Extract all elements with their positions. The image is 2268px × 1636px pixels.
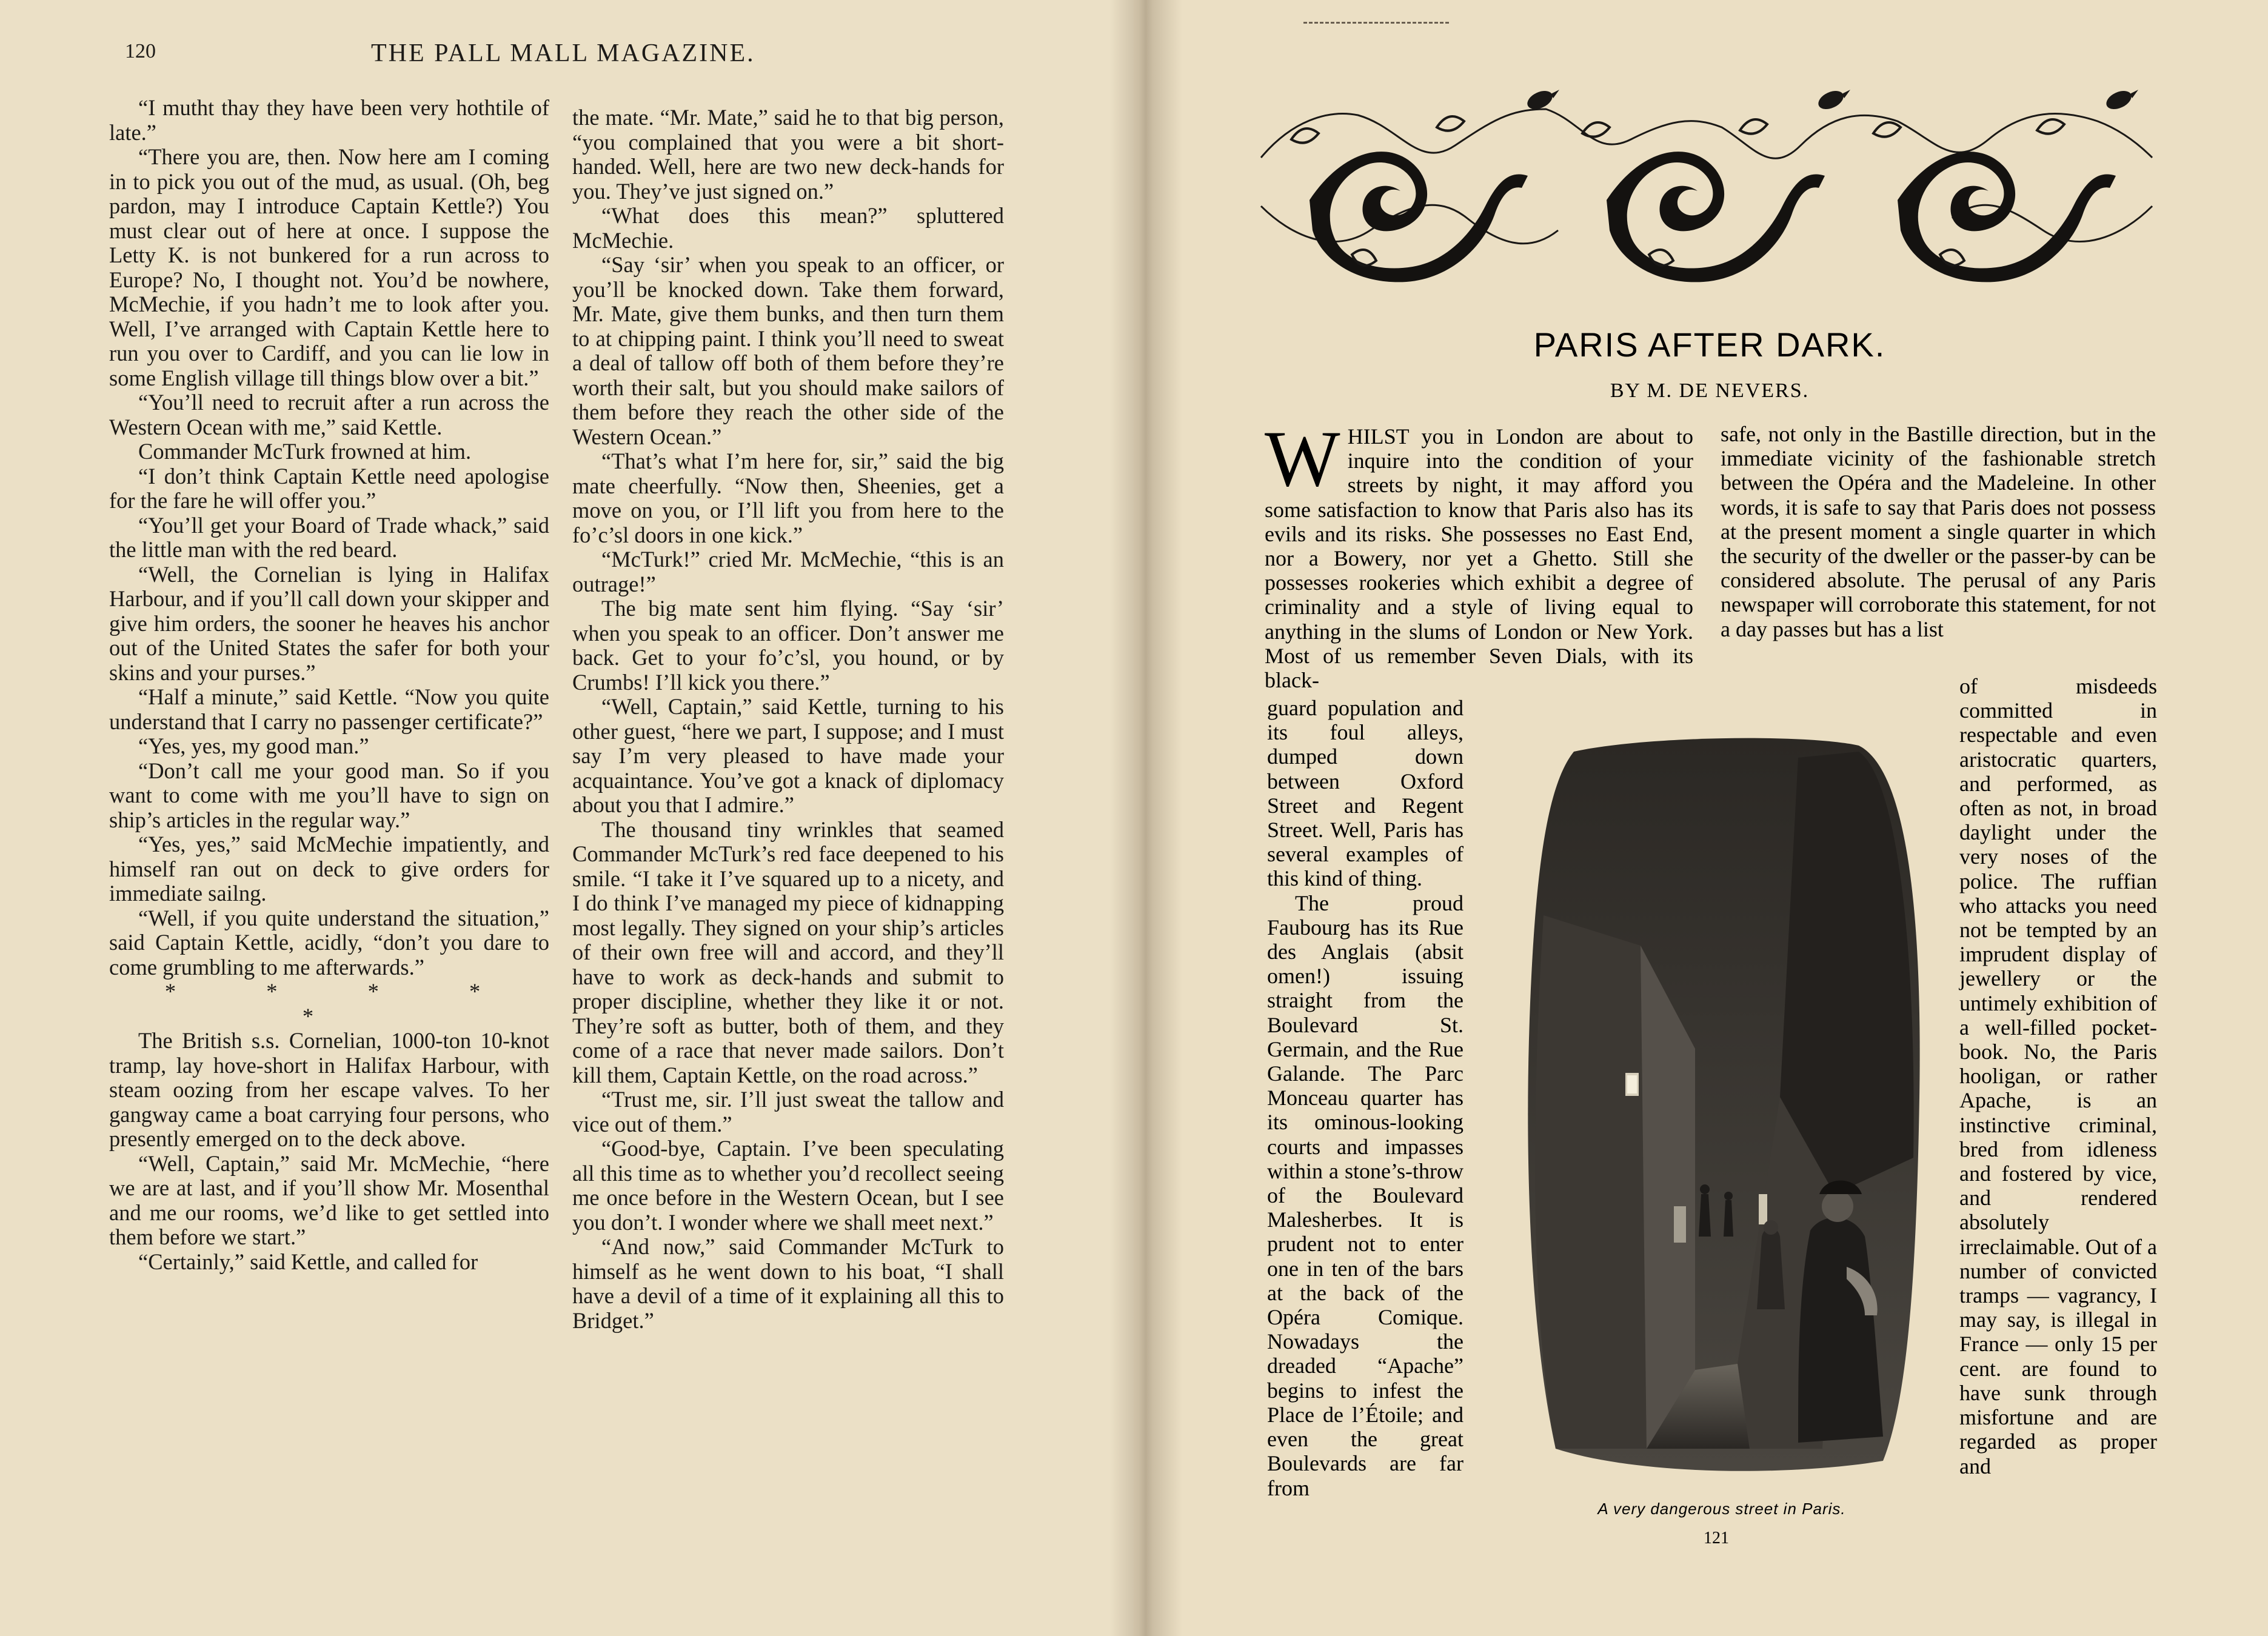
paragraph: safe, not only in the Bastille direction, but in the immediate vicinity of the fashionable stretch between the Opéra and the Madeleine. In other words, it is safe to say that Paris does not possess at the present moment a single quarter in which the security of the dweller or the passer-by can be considered absolute. The perusal of any Paris newspaper will corroborate this statement, for not a day passes but has a list: [1721, 422, 2156, 641]
paragraph: “That’s what I’m here for, sir,” said the big mate cheerfully. “Now then, Sheenies, get a move on you, or I’ll lift you from here to the fo’c’sl doors in one kick.”: [572, 449, 1004, 547]
intro-text: HILST you in London are about to inquire into the condition of your streets by night, it may afford you some satisfaction to know that Paris also has its evils and its risks. She possesses no East End, nor a Bowery, nor yet a Ghetto. Still she possesses rookeries which exhibit a degree of criminality and a style of living equal to anything in the slums of London or New York. Most of us remember Seven Dials, with its black-: [1265, 424, 1693, 693]
paragraph: The thousand tiny wrinkles that seamed Commander McTurk’s red face deepened to his smile. “I take it I’ve squared up to a nicety, and I do think I’ve managed my piece of kidnapping most legally. They signed on your ship’s articles of their own free will and accord, and they’ll have to work as deck-hands and submit to proper discipline, whether they like it or not. They’re soft as butter, both of them, and they come of a race that never made sailors. Don’t kill them, Captain Kettle, on the road across.”: [572, 816, 1004, 1087]
paragraph: The British s.s. Cornelian, 1000-ton 10-knot tramp, lay hove-short in Halifax Harbour, with steam oozing from her escape valves. To her gangway came a boat carrying four persons, who presently emerged on to the deck above.: [109, 1028, 549, 1151]
article-byline: BY M. DE NEVERS.: [1610, 379, 1810, 402]
article-column-a-narrow: [1267, 696, 1463, 1500]
paragraph: “I don’t think Captain Kettle need apologise for the fare he will offer you.”: [109, 463, 549, 513]
paragraph: “McTurk!” cried Mr. McMechie, “this is an outrage!”: [572, 547, 1004, 596]
paragraph: “Well, Captain,” said Kettle, turning to his other guest, “here we part, I suppose; and I must say I’m very pleased to have made your acquaintance. You’ve got a knack of diplomacy about you that I admire.”: [572, 694, 1004, 817]
paragraph: “Trust me, sir. I’ll just sweat the tallow and vice out of them.”: [572, 1087, 1004, 1137]
page-number-right: 121: [1704, 1529, 1729, 1548]
page-number-left: 120: [125, 40, 156, 62]
article-title: PARIS AFTER DARK.: [1533, 326, 1886, 364]
paragraph: The big mate sent him flying. “Say ‘sir’ when you speak to an officer. Don’t answer me back. Get to your fo’c’sl, you hound, or by Crumbs! I’ll kick you there.”: [572, 596, 1004, 695]
paragraph: “Yes, yes, my good man.”: [138, 733, 369, 758]
paragraph: “You’ll get your Board of Trade whack,” said the little man with the red beard.: [109, 512, 549, 562]
paragraph: “Good-bye, Captain. I’ve been speculating all this time as to whether you’d recollect seeing me once before in the Western Ocean, but I see you don’t. I wonder where we shall meet next.”: [572, 1136, 1004, 1235]
paragraph: “Say ‘sir’ when you speak to an officer, or you’ll be knocked down. Take them forward, Mr. Mate, give them bunks, and then turn them to at chipping paint. I think you’ll need to sweat a deal of tallow off both of them before they’re worth their salt, but you should make sailors of them before they reach the other side of the Western Ocean.”: [572, 252, 1004, 449]
paragraph: of misdeeds committed in respectable and even aristocratic quarters, and performed, as often as not, in broad daylight under the very noses of the police. The ruffian who attacks you need not be tempted by an imprudent display of jewellery or the untimely exhibition of a well-filled pocket-book. No, the Paris hooligan, or rather Apache, is an instinctive criminal, bred from idleness and fostered by vice, and rendered absolutely irreclaimable. Out of a number of convicted tramps — vagrancy, I may say, is illegal in France — only 15 per cent. are found to have sunk through misfortune and are regarded as proper and: [1959, 674, 2157, 1478]
illustration-caption: A very dangerous street in Paris.: [1597, 1500, 1846, 1518]
paragraph: “Half a minute,” said Kettle. “Now you quite understand that I carry no passenger certificate?”: [109, 684, 549, 734]
paragraph: “Well, if you quite understand the situation,” said Captain Kettle, acidly, “don’t you dare to come grumbling to me afterwards.”: [109, 905, 549, 980]
story-column-1: [109, 96, 549, 1274]
paragraph: “And now,” said Commander McTurk to himself as he went down to his boat, “I shall have a devil of a time of it explaining all this to Bridget.”: [572, 1234, 1004, 1333]
paragraph: [1265, 414, 1693, 693]
top-edge-mark: [1303, 22, 1449, 25]
paragraph: “Well, Captain,” said Mr. McMechie, “here we are at last, and if you’ll show Mr. Mosenthal and me our rooms, we’d like to get settled into them before we start.”: [109, 1150, 549, 1249]
drop-cap: W: [1265, 414, 1340, 503]
paragraph: “There you are, then. Now here am I coming in to pick you out of the mud, as usual. (Oh, beg pardon, may I introduce Captain Kettle?) You must clear out of here at once. I suppose the Letty K. is not bunkered for a run across to Europe? No, I thought not. You’d be nowhere, McMechie, if you hadn’t me to look after you. Well, I’ve arranged with Captain Kettle here to run you over to Cardiff, and you can lie low in some English village till things blow over a bit.”: [109, 144, 549, 390]
section-break: * * * * *: [164, 979, 523, 1029]
article-column-b-top: [1721, 422, 2156, 641]
paragraph: “Yes, yes,” said McMechie impatiently, and himself ran out on deck to give orders for immediate sailng.: [109, 832, 549, 906]
paragraph: “Well, the Cornelian is lying in Halifax Harbour, and if you’ll call down your skipper and give him orders, the sooner he heaves his anchor out of the United States the safer for both your skins and your purses.”: [109, 561, 549, 685]
decorative-headpiece: [1255, 73, 2158, 303]
page-gutter: [1109, 0, 1182, 1636]
paragraph: “What does this mean?” spluttered McMechie.: [572, 203, 1004, 253]
running-head: THE PALL MALL MAGAZINE.: [371, 39, 755, 67]
paragraph: The proud Faubourg has its Rue des Anglais (absit omen!) issuing straight from the Boulevard St. Germain, and the Rue Galande. The Parc Monceau quarter has its ominous-looking courts and impasses within a stone’s-throw of the Boulevard Malesherbes. It is prudent not to enter one in ten of the bars at the back of the Opéra Comique. Nowadays the dreaded “Apache” begins to infest the Place de l’Étoile; and even the great Boulevards are far from: [1267, 890, 1463, 1500]
paragraph: Commander McTurk frowned at him.: [138, 439, 472, 464]
article-column-b-narrow: [1959, 674, 2157, 1478]
street-illustration: [1519, 733, 1922, 1476]
paragraph: guard population and its foul alleys, dumped down between Oxford Street and Regent Street. Well, Paris has several examples of this kind of thing.: [1267, 696, 1463, 891]
paragraph: “I mutht thay they have been very hothtile of late.”: [109, 95, 549, 145]
article-column-a-top: [1265, 414, 1693, 693]
paragraph: “Certainly,” said Kettle, and called for: [138, 1249, 478, 1274]
paragraph: “Don’t call me your good man. So if you want to come with me you’ll have to sign on ship’s articles in the regular way.”: [109, 758, 549, 832]
paragraph: the mate. “Mr. Mate,” said he to that big person, “you complained that you were a bit short-handed. Well, here are two new deck-hands for you. They’ve just signed on.”: [572, 105, 1004, 204]
story-column-2: [572, 105, 1004, 1333]
paragraph: “You’ll need to recruit after a run across the Western Ocean with me,” said Kettle.: [109, 390, 549, 439]
